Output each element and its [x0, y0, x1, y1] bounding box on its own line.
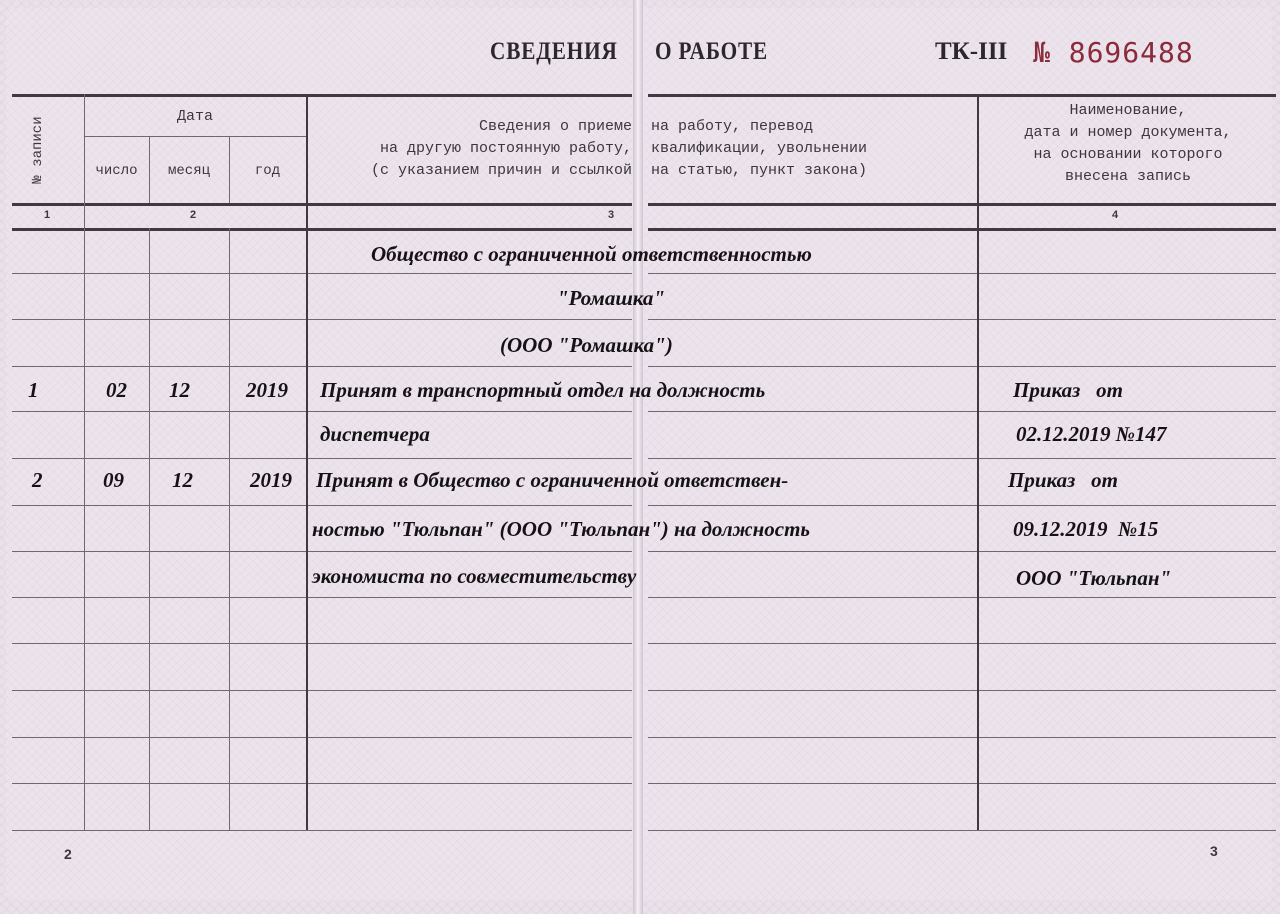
row-rule-right [648, 830, 1276, 831]
column-number-1: 1 [44, 209, 51, 221]
info-header-left-1: Сведения о приеме [478, 118, 632, 135]
row-rule-left [12, 643, 632, 644]
row-rule-right [648, 366, 1276, 367]
record-2-year: 2019 [250, 468, 292, 492]
date-subheader-rule [84, 136, 306, 137]
info-header-right-2: квалификации, увольнении [651, 140, 868, 157]
table-top-rule-left [12, 94, 632, 97]
row-rule-left [12, 737, 632, 738]
record-1-month: 12 [169, 378, 190, 402]
row-rule-left [12, 366, 632, 367]
header-bottom-rule-right [648, 203, 1276, 206]
year-header: год [254, 163, 281, 179]
table-top-rule-right [648, 94, 1276, 97]
column-number-3: 3 [608, 209, 615, 221]
col-divider-day [149, 228, 150, 830]
row-rule-left [12, 319, 632, 320]
column-number-4: 4 [1112, 209, 1119, 221]
record-2-doc-3: ООО "Тюльпан" [1016, 566, 1172, 590]
record-2-doc-2: 09.12.2019 №15 [1013, 517, 1159, 541]
record-1-year: 2019 [246, 378, 288, 402]
record-2-doc-1: Приказ от [1008, 468, 1118, 492]
org-name-line-2: "Ромашка" [557, 286, 666, 310]
colnum-rule-right [648, 228, 1276, 231]
record-1-day: 02 [106, 378, 127, 402]
title-right: О РАБОТЕ [655, 38, 769, 65]
info-header-left-3: (с указанием причин и ссылкой [370, 162, 632, 179]
column-number-2: 2 [190, 209, 197, 221]
header-bottom-rule-left [12, 203, 632, 206]
row-rule-left [12, 551, 632, 552]
row-rule-right [648, 319, 1276, 320]
row-rule-right [648, 783, 1276, 784]
record-2-text-2: ностью "Тюльпан" (ООО "Тюльпан") на должность [312, 517, 811, 541]
row-rule-left [12, 597, 632, 598]
record-1-no: 1 [28, 378, 39, 402]
row-rule-left [12, 273, 632, 274]
row-rule-right [648, 273, 1276, 274]
page-number-right: 3 [1210, 843, 1218, 859]
info-header-right-3: на статью, пункт закона) [651, 162, 868, 179]
info-header-right-1: на работу, перевод [651, 118, 814, 135]
row-rule-left [12, 505, 632, 506]
record-no-header: № записи [30, 116, 46, 184]
row-rule-left [12, 411, 632, 412]
row-rule-right [648, 411, 1276, 412]
page-number-left: 2 [64, 846, 72, 862]
row-rule-left [12, 830, 632, 831]
record-1-doc-1: Приказ от [1013, 378, 1123, 402]
row-rule-left [12, 690, 632, 691]
series-label: ТК-III [935, 38, 1008, 65]
doc-header-2: дата и номер документа, [1024, 124, 1232, 141]
row-rule-left [12, 783, 632, 784]
record-1-doc-2: 02.12.2019 №147 [1016, 422, 1167, 446]
row-rule-right [648, 505, 1276, 506]
row-rule-right [648, 551, 1276, 552]
doc-header-3: на основании которого [1033, 146, 1223, 163]
month-header: месяц [167, 163, 210, 179]
record-2-day: 09 [103, 468, 124, 492]
date-header: Дата [176, 108, 213, 125]
colnum-rule-left [12, 228, 632, 231]
record-1-text-2: диспетчера [320, 422, 430, 446]
row-rule-right [648, 597, 1276, 598]
record-2-month: 12 [172, 468, 193, 492]
row-rule-right [648, 458, 1276, 459]
col-divider-doc [977, 94, 979, 830]
row-rule-right [648, 737, 1276, 738]
col-divider-month [229, 228, 230, 830]
title-left: СВЕДЕНИЯ [490, 38, 618, 65]
col-divider-no [84, 94, 85, 830]
doc-header-4: внесена запись [1064, 168, 1192, 185]
book-number: № 8696488 [1033, 36, 1194, 69]
row-rule-right [648, 643, 1276, 644]
record-2-text-1: Принят в Общество с ограниченной ответствен- [316, 468, 789, 492]
record-1-text-1: Принят в транспортный отдел на должность [320, 378, 766, 402]
doc-header-1: Наименование, [1069, 102, 1187, 119]
row-rule-left [12, 458, 632, 459]
org-name-line-3: (ООО "Ромашка") [500, 333, 673, 357]
info-header-left-2: на другую постоянную работу, [379, 140, 632, 157]
record-2-no: 2 [32, 468, 43, 492]
row-rule-right [648, 690, 1276, 691]
org-name-line-1: Общество с ограниченной ответственностью [371, 242, 812, 266]
day-header: число [95, 163, 138, 179]
col-divider-info [306, 94, 308, 830]
record-2-text-3: экономиста по совместительству [312, 564, 637, 588]
book-spine [633, 0, 643, 914]
